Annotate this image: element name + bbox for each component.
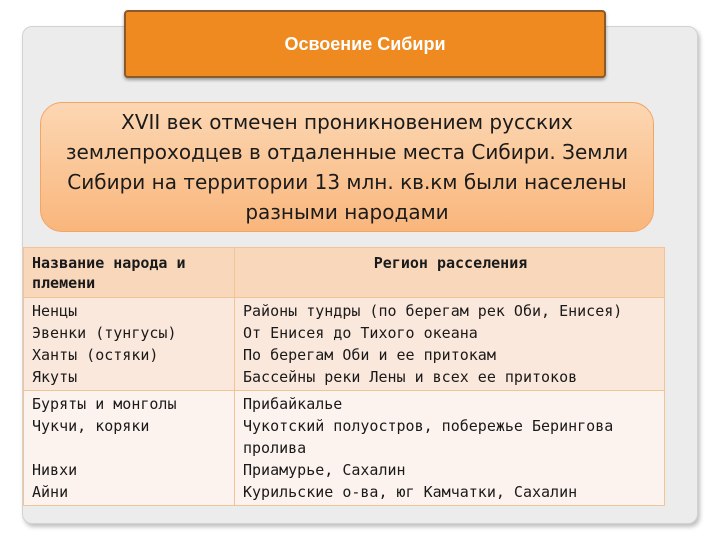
header-people: Название народа и племени bbox=[24, 248, 235, 298]
people-name: Чукчи, коряки bbox=[32, 417, 150, 435]
region-text: Приамурье, Сахалин bbox=[243, 461, 406, 479]
header-region: Регион расселения bbox=[235, 248, 665, 298]
region-text: Прибайкалье bbox=[243, 395, 343, 413]
region-text: пролива bbox=[243, 439, 307, 457]
people-cell bbox=[24, 391, 235, 506]
region-cell bbox=[235, 391, 665, 506]
region-text: Курильские о-ва, юг Камчатки, Сахалин bbox=[243, 483, 578, 501]
table-header-row bbox=[24, 248, 665, 298]
region-text: Районы тундры (по берегам рек Оби, Енисея) bbox=[243, 302, 623, 320]
region-text: От Енисея до Тихого океана bbox=[243, 324, 478, 342]
people-name: Нивхи bbox=[32, 461, 78, 479]
people-name: Ханты (остяки) bbox=[32, 346, 159, 364]
slide-title bbox=[124, 10, 606, 78]
people-cell bbox=[24, 298, 235, 391]
people-name: Буряты и монголы bbox=[32, 395, 177, 413]
peoples-table bbox=[23, 247, 665, 506]
table-row bbox=[24, 298, 665, 391]
intro-callout bbox=[40, 102, 654, 232]
people-name: Эвенки (тунгусы) bbox=[32, 324, 177, 342]
region-text: По берегам Оби и ее притокам bbox=[243, 346, 496, 364]
table-row bbox=[24, 391, 665, 506]
region-text: Чукотский полуостров, побережье Берингова bbox=[243, 417, 614, 435]
region-cell bbox=[235, 298, 665, 391]
people-name: Ненцы bbox=[32, 302, 78, 320]
people-name: Якуты bbox=[32, 368, 78, 386]
intro-text: XVII век отмечен проникновением русских землепроходцев в отдаленные места Сибири. Земли Сибири на территории 13 млн. кв.км были населены разными народами bbox=[65, 110, 629, 224]
slide-title-text: Освоение Сибири bbox=[284, 33, 446, 54]
region-text: Бассейны реки Лены и всех ее притоков bbox=[243, 368, 578, 386]
people-spacer bbox=[32, 437, 228, 459]
people-name: Айни bbox=[32, 483, 69, 501]
